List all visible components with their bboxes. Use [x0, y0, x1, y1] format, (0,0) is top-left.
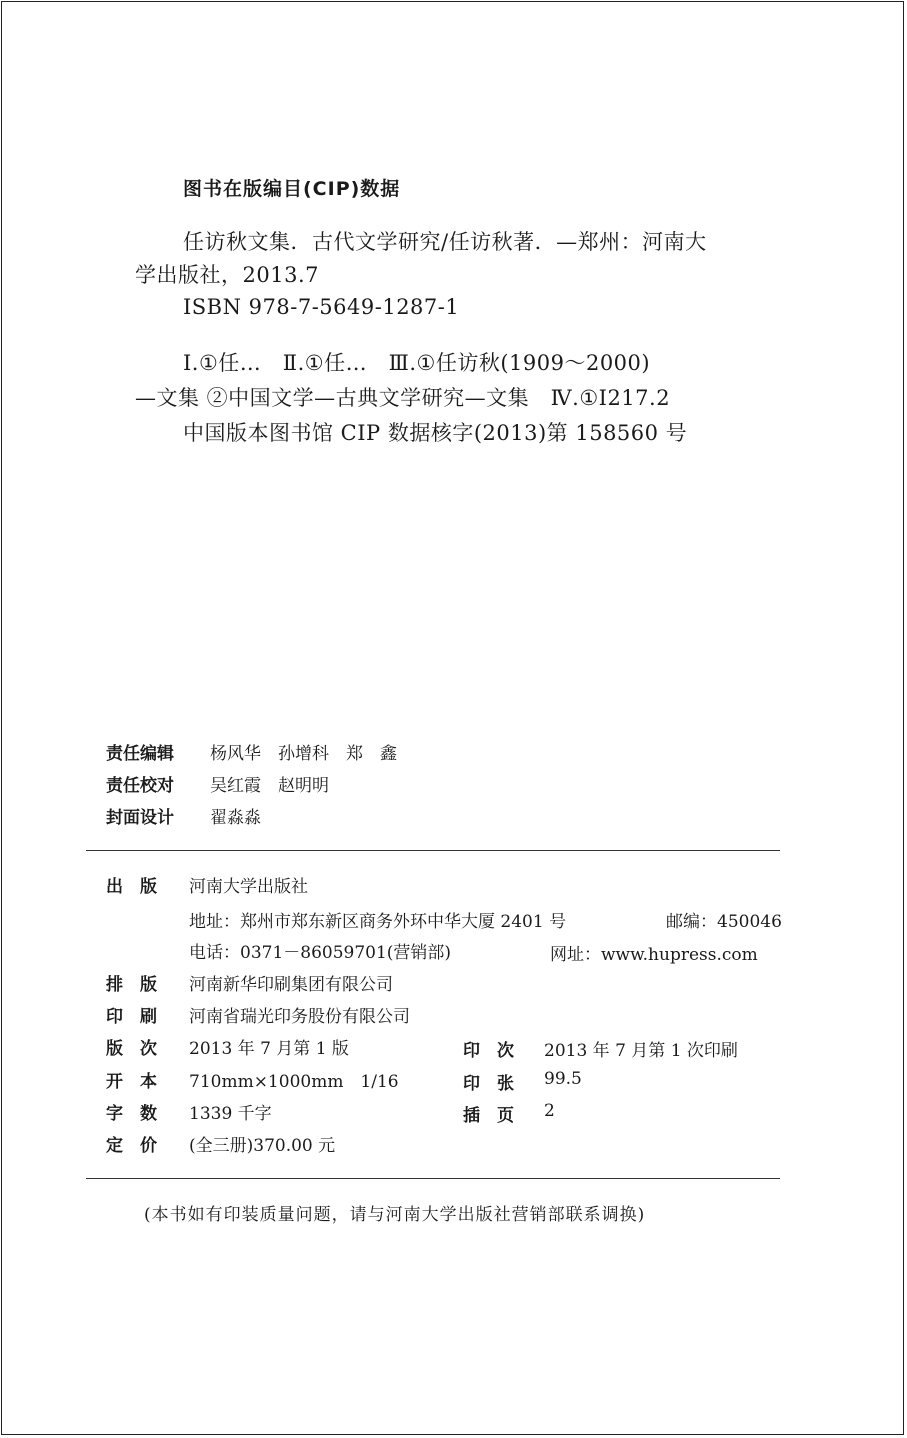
cover-design-label: 封面设计 — [106, 808, 174, 828]
word-count-label: 字 数 — [106, 1104, 157, 1124]
format-label: 开 本 — [106, 1072, 157, 1092]
proofreader-value: 吴红霞 赵明明 — [210, 776, 329, 796]
impression-value: 2013 年 7 月第 1 次印刷 — [544, 1041, 738, 1061]
editor-label: 责任编辑 — [106, 744, 174, 764]
word-count-value: 1339 千字 — [189, 1104, 272, 1124]
printer-label: 印 刷 — [106, 1007, 157, 1027]
cip-approval-number: 中国版本图书馆 CIP 数据核字(2013)第 158560 号 — [183, 421, 688, 445]
cip-line-2: 学出版社，2013.7 — [135, 263, 319, 287]
editor-value: 杨风华 孙增科 郑 鑫 — [210, 744, 397, 764]
sheets-label: 印 张 — [463, 1074, 514, 1094]
publisher-name: 河南大学出版社 — [189, 877, 308, 897]
inserts-value: 2 — [544, 1101, 555, 1121]
typeset-label: 排 版 — [106, 975, 157, 995]
cip-isbn: ISBN 978-7-5649-1287-1 — [183, 295, 460, 319]
publisher-label: 出 版 — [106, 877, 157, 897]
price-label: 定 价 — [106, 1136, 157, 1156]
publisher-address: 地址：郑州市郑东新区商务外环中华大厦 2401 号 — [189, 912, 567, 932]
quality-notice: (本书如有印装质量问题，请与河南大学出版社营销部联系调换) — [144, 1205, 646, 1225]
copyright-page — [1, 1, 904, 1435]
publisher-postcode: 邮编：450046 — [666, 912, 782, 932]
publisher-website: 网址：www.hupress.com — [550, 945, 758, 965]
sheets-value: 99.5 — [544, 1069, 582, 1089]
printer-value: 河南省瑞光印务股份有限公司 — [189, 1007, 410, 1027]
price-value: (全三册)370.00 元 — [189, 1136, 336, 1156]
typeset-value: 河南新华印刷集团有限公司 — [189, 975, 393, 995]
edition-value: 2013 年 7 月第 1 版 — [189, 1039, 349, 1059]
impression-label: 印 次 — [463, 1041, 514, 1061]
format-value: 710mm×1000mm 1/16 — [189, 1072, 399, 1092]
divider-bottom — [86, 1178, 780, 1179]
cip-line-1: 任访秋文集．古代文学研究/任访秋著．—郑州：河南大 — [183, 230, 707, 254]
cip-classification-2: —文集 ②中国文学—古典文学研究—文集 Ⅳ.①I217.2 — [135, 386, 671, 410]
publisher-phone: 电话：0371－86059701(营销部) — [189, 943, 452, 963]
divider-top — [86, 850, 780, 851]
cip-title: 图书在版编目(CIP)数据 — [183, 178, 401, 200]
edition-label: 版 次 — [106, 1039, 157, 1059]
proofreader-label: 责任校对 — [106, 776, 174, 796]
cip-classification-1: Ⅰ.①任… Ⅱ.①任… Ⅲ.①任访秋(1909～2000) — [183, 351, 651, 375]
cover-design-value: 翟淼淼 — [210, 808, 261, 828]
inserts-label: 插 页 — [463, 1106, 514, 1126]
